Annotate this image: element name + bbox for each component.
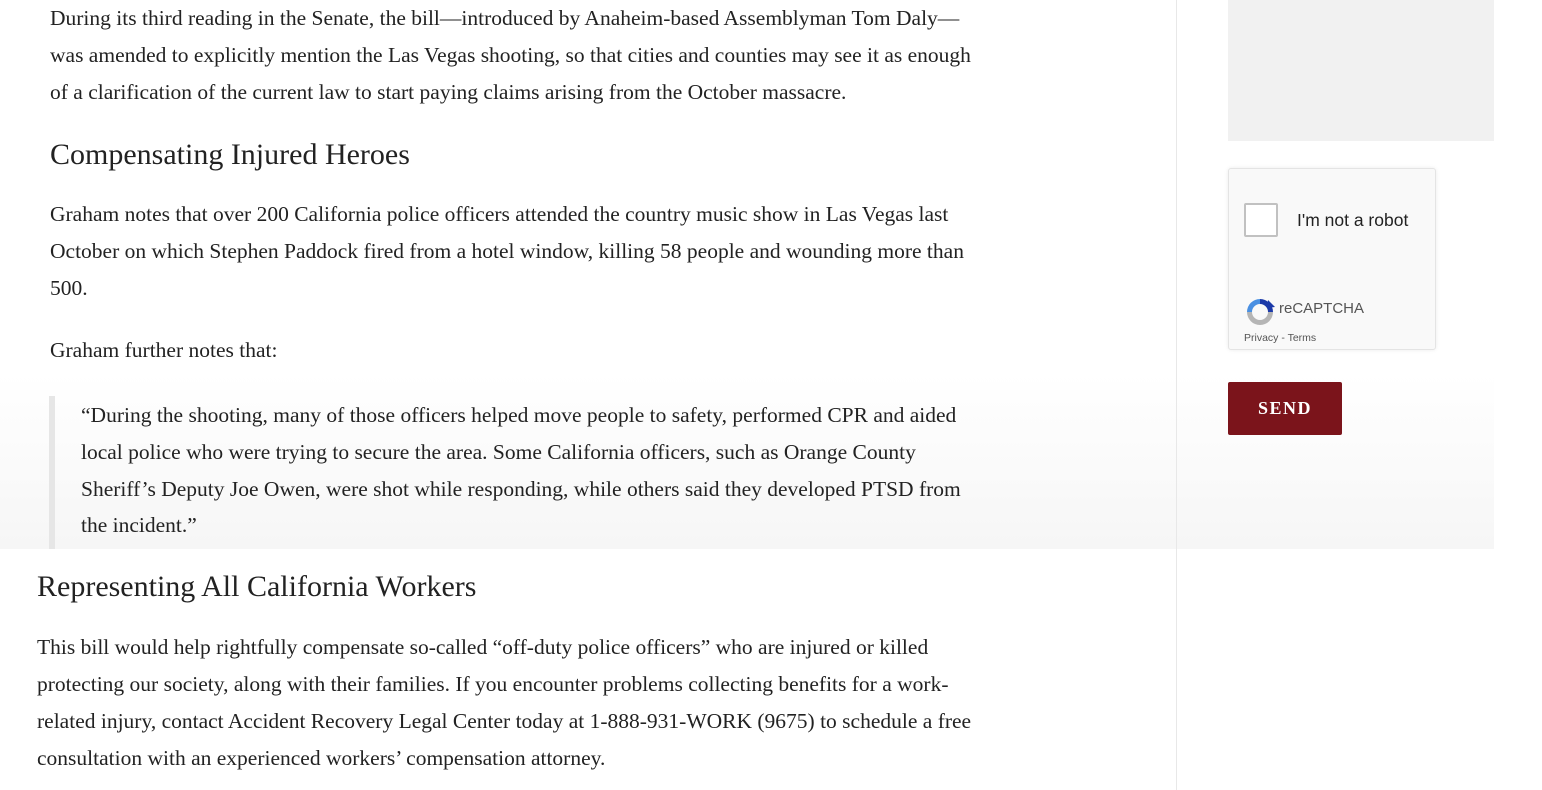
heading-compensating-injured-heroes: Compensating Injured Heroes: [50, 138, 410, 171]
recaptcha-logo-icon: [1244, 296, 1276, 328]
quote-line-3: Sheriff’s Deputy Joe Owen, were shot while responding, while others said they developed PTSD from: [81, 477, 961, 501]
recaptcha-privacy-terms-link[interactable]: Privacy - Terms: [1244, 332, 1317, 344]
quote-line-1: “During the shooting, many of those officers helped move people to safety, performed CPR and aided: [81, 403, 957, 427]
closing-paragraph-line-3: related injury, contact Accident Recovery Legal Center today at 1-888-931-WORK (9675) to schedule a free: [37, 709, 972, 733]
blockquote-bar: [49, 396, 55, 549]
senate-paragraph-line-3: of a clarification of the current law to start paying claims arising from the October massacre.: [50, 80, 847, 104]
recaptcha-brand: reCAPTCHA: [1279, 300, 1365, 317]
send-button[interactable]: SEND: [1228, 382, 1342, 435]
recaptcha-widget: [1228, 168, 1436, 350]
closing-paragraph-line-2: protecting our society, along with their families. If you encounter problems collecting benefits for a work-: [37, 672, 949, 696]
graham-further-notes: Graham further notes that:: [50, 338, 278, 362]
graham-paragraph-line-3: 500.: [50, 276, 88, 300]
heading-representing-all-california-workers: Representing All California Workers: [37, 570, 477, 603]
recaptcha-checkbox[interactable]: [1244, 203, 1278, 237]
senate-paragraph-line-1: During its third reading in the Senate, the bill—introduced by Anaheim-based Assemblyman Tom Daly—: [50, 6, 960, 30]
closing-paragraph-line-4: consultation with an experienced workers’ compensation attorney.: [37, 746, 606, 770]
graham-paragraph-line-2: October on which Stephen Paddock fired from a hotel window, killing 58 people and wounding more than: [50, 239, 964, 263]
senate-paragraph-line-2: was amended to explicitly mention the Las Vegas shooting, so that cities and counties may see it as enough: [50, 43, 971, 67]
graham-paragraph-line-1: Graham notes that over 200 California police officers attended the country music show in Las Vegas last: [50, 202, 949, 226]
recaptcha-label: I'm not a robot: [1297, 210, 1409, 230]
quote-line-4: the incident.”: [81, 513, 197, 537]
sidebar-form-field-area: [1228, 0, 1494, 141]
quote-line-2: local police who were trying to secure the area. Some California officers, such as Orange County: [81, 440, 916, 464]
closing-paragraph-line-1: This bill would help rightfully compensate so-called “off-duty police officers” who are injured or killed: [37, 635, 929, 659]
column-divider: [1176, 0, 1177, 790]
